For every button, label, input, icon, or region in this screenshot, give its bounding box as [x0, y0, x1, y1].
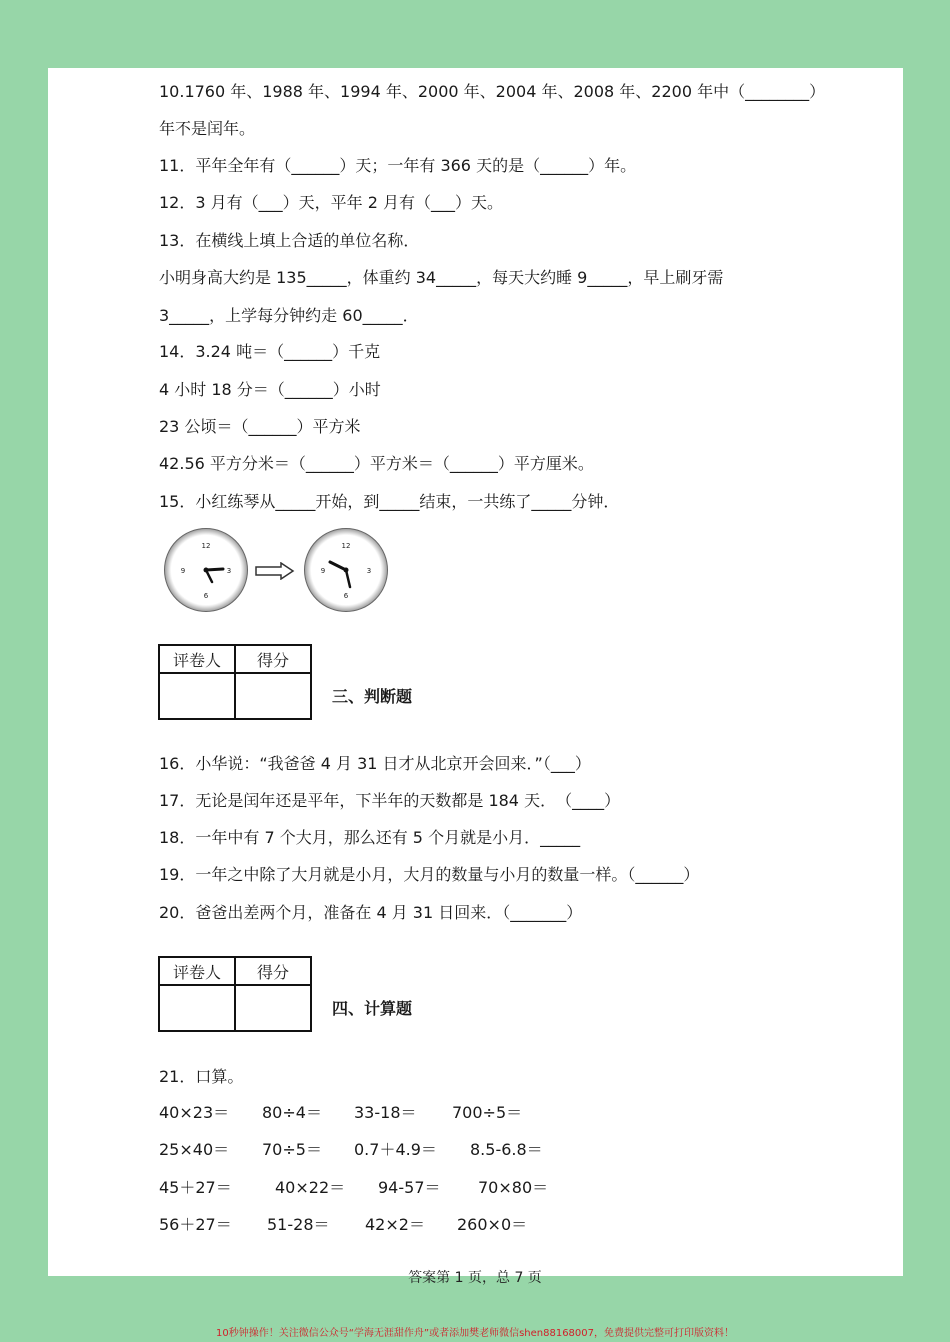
calc-item: 51-28＝	[267, 1215, 330, 1234]
question-20: 20．爸爸出差两个月，准备在 4 月 31 日回来．（_______）	[159, 903, 583, 922]
question-15: 15．小红练琴从_____开始，到_____结束，一共练了_____分钟．	[159, 492, 620, 511]
question-21: 21．口算。	[159, 1067, 244, 1086]
page-footer: 答案第 1 页，总 7 页	[408, 1270, 542, 1286]
question-13-line1: 小明身高大约是 135_____，体重约 34_____，每天大约睡 9_____，早上刷牙需	[159, 268, 724, 287]
question-18: 18．一年中有 7 个大月，那么还有 5 个月就是小月．_____	[159, 828, 581, 847]
question-14-b: 4 小时 18 分＝（______）小时	[159, 380, 381, 399]
calc-item: 80÷4＝	[262, 1103, 322, 1122]
promo-note: 10秒钟操作！关注微信公众号“学海无涯甜作舟”或者添加樊老师微信shen88168007，免费提供完整可打印版资料！	[215, 1328, 735, 1339]
question-13-title: 13．在横线上填上合适的单位名称．	[159, 231, 420, 250]
reviewer-cell	[159, 985, 235, 1031]
section-3-title: 三、判断题	[332, 687, 413, 706]
svg-text:12: 12	[201, 542, 211, 550]
score-label: 得分	[235, 957, 311, 985]
calc-item: 700÷5＝	[452, 1103, 523, 1122]
calc-item: 8.5-6.8＝	[470, 1140, 543, 1159]
clock-end-icon	[304, 528, 388, 612]
svg-text:9: 9	[320, 567, 326, 575]
score-label: 得分	[235, 645, 311, 673]
reviewer-cell	[159, 673, 235, 719]
calc-item: 42×2＝	[365, 1215, 425, 1234]
question-14-d: 42.56 平方分米＝（______）平方米＝（______）平方厘米。	[159, 454, 594, 473]
question-11: 11．平年全年有（______）天；一年有 366 天的是（______）年。	[159, 156, 637, 175]
score-table-3	[158, 644, 312, 720]
question-12: 12．3 月有（___）天，平年 2 月有（___）天。	[159, 193, 503, 212]
svg-text:6: 6	[203, 592, 209, 600]
calc-item: 40×22＝	[275, 1178, 346, 1197]
calc-item: 33-18＝	[354, 1103, 417, 1122]
calc-item: 260×0＝	[457, 1215, 528, 1234]
question-14-a: 14．3.24 吨＝（______）千克	[159, 342, 381, 361]
question-10-line1: 10.1760 年、1988 年、1994 年、2000 年、2004 年、2008 年、2200 年中（________）	[159, 82, 826, 101]
question-14-c: 23 公顷＝（______）平方米	[159, 417, 361, 436]
calc-item: 25×40＝	[159, 1140, 230, 1159]
calc-item: 45＋27＝	[159, 1178, 232, 1197]
question-10-line2: 年不是闰年。	[159, 119, 256, 138]
calc-item: 40×23＝	[159, 1103, 230, 1122]
question-19: 19．一年之中除了大月就是小月，大月的数量与小月的数量一样。（______）	[159, 865, 700, 884]
calc-item: 56＋27＝	[159, 1215, 232, 1234]
score-cell	[235, 673, 311, 719]
svg-text:12: 12	[341, 542, 351, 550]
section-4-title: 四、计算题	[332, 999, 413, 1018]
question-16: 16．小华说：“我爸爸 4 月 31 日才从北京开会回来．”（___）	[159, 754, 591, 773]
calc-item: 0.7＋4.9＝	[354, 1140, 437, 1159]
arrow-right-icon	[255, 562, 295, 580]
svg-text:6: 6	[343, 592, 349, 600]
calc-item: 70×80＝	[478, 1178, 549, 1197]
svg-text:3: 3	[366, 567, 372, 575]
question-13-line2: 3_____，上学每分钟约走 60_____．	[159, 306, 419, 325]
reviewer-label: 评卷人	[159, 957, 235, 985]
svg-text:3: 3	[226, 567, 232, 575]
reviewer-label: 评卷人	[159, 645, 235, 673]
svg-text:9: 9	[180, 567, 186, 575]
score-cell	[235, 985, 311, 1031]
score-table-4	[158, 956, 312, 1032]
calc-item: 70÷5＝	[262, 1140, 322, 1159]
question-17: 17．无论是闰年还是平年，下半年的天数都是 184 天． （____）	[159, 791, 621, 810]
clock-start-icon	[164, 528, 248, 612]
calc-item: 94-57＝	[378, 1178, 441, 1197]
